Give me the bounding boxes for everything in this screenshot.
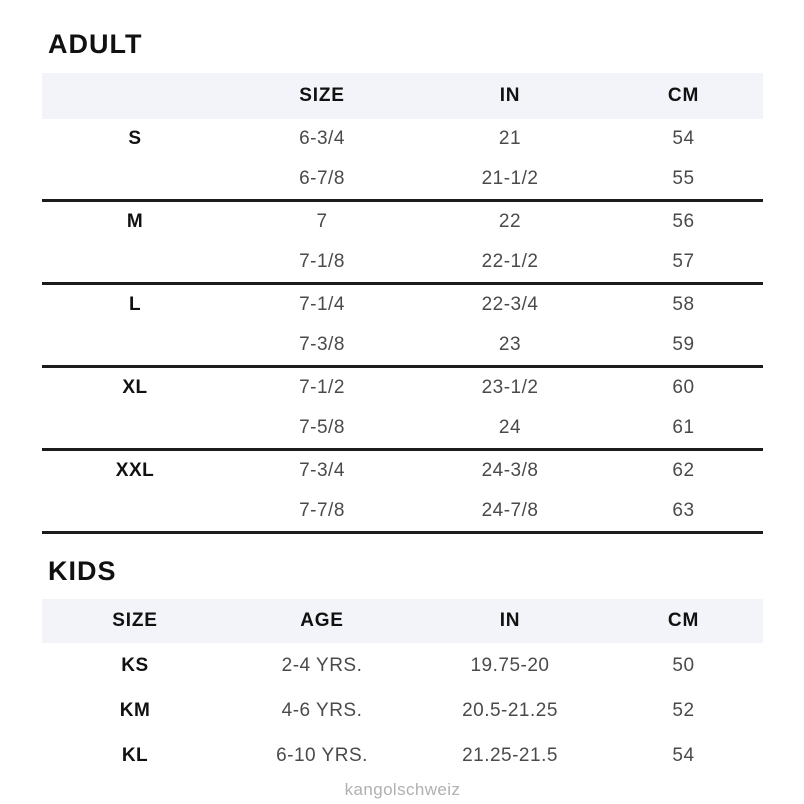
- table-row: [42, 368, 763, 408]
- size-label-cell: S: [128, 128, 142, 150]
- watermark-text: kangolschweiz: [344, 780, 461, 800]
- size-label-cell: [42, 325, 228, 365]
- hat-size-cell: 7-1/2: [299, 377, 345, 399]
- adult-size-group-s: [42, 119, 763, 202]
- size-label-cell: L: [128, 294, 142, 316]
- kids-header-age: AGE: [300, 610, 344, 632]
- hat-size-cell: 7-5/8: [299, 417, 345, 439]
- size-label-cell: XXL: [115, 460, 155, 482]
- table-row: [42, 688, 763, 733]
- table-row: [42, 733, 763, 778]
- inches-cell: 21: [498, 128, 522, 150]
- size-label-cell: [42, 159, 228, 199]
- inches-cell: 22-3/4: [481, 294, 539, 316]
- cm-cell: 52: [672, 700, 695, 722]
- size-label-cell: [42, 242, 228, 282]
- kids-header-in: IN: [499, 610, 521, 632]
- hat-size-cell: 7: [316, 211, 328, 233]
- size-label-cell: [42, 408, 228, 448]
- kids-section-title: KIDS: [48, 556, 117, 587]
- cm-cell: 50: [672, 655, 695, 677]
- hat-size-cell: 6-3/4: [299, 128, 345, 150]
- adult-size-group-l: [42, 285, 763, 368]
- table-row: [42, 159, 763, 199]
- kids-section: [42, 556, 763, 778]
- size-label-cell: XL: [122, 377, 148, 399]
- adult-header-empty: [42, 73, 228, 119]
- hat-size-cell: 7-1/4: [299, 294, 345, 316]
- cm-cell: 58: [672, 294, 695, 316]
- cm-cell: 62: [672, 460, 695, 482]
- table-row: [42, 242, 763, 282]
- hat-size-cell: 7-3/4: [299, 460, 345, 482]
- cm-cell: 54: [672, 128, 695, 150]
- table-row: [42, 325, 763, 365]
- inches-cell: 24-3/8: [481, 460, 539, 482]
- size-chart-page: [42, 0, 763, 801]
- cm-cell: 63: [672, 500, 695, 522]
- cm-cell: 61: [672, 417, 695, 439]
- cm-cell: 55: [672, 168, 695, 190]
- adult-size-group-m: [42, 202, 763, 285]
- table-row: [42, 285, 763, 325]
- cm-cell: 60: [672, 377, 695, 399]
- hat-size-cell: 7-7/8: [299, 500, 345, 522]
- cm-cell: 56: [672, 211, 695, 233]
- size-label-cell: [42, 491, 228, 531]
- hat-size-cell: 6-7/8: [299, 168, 345, 190]
- table-row: [42, 643, 763, 688]
- size-label-cell: KL: [121, 745, 149, 767]
- inches-cell: 22-1/2: [481, 251, 539, 273]
- adult-header-cm: CM: [667, 85, 700, 107]
- kids-header-size: SIZE: [112, 610, 158, 632]
- inches-cell: 23: [498, 334, 522, 356]
- kids-table-header-row: [42, 599, 763, 643]
- adult-size-group-xl: [42, 368, 763, 451]
- size-label-cell: KS: [121, 655, 149, 677]
- inches-cell: 24: [498, 417, 522, 439]
- inches-cell: 20.5-21.25: [462, 700, 558, 722]
- inches-cell: 24-7/8: [481, 500, 539, 522]
- inches-cell: 21.25-21.5: [462, 745, 558, 767]
- size-label-cell: M: [126, 211, 144, 233]
- age-cell: 6-10 YRS.: [276, 745, 368, 767]
- table-row: [42, 451, 763, 491]
- kids-header-cm: CM: [667, 610, 700, 632]
- age-cell: 4-6 YRS.: [281, 700, 363, 722]
- cm-cell: 59: [672, 334, 695, 356]
- adult-section: [42, 29, 763, 534]
- inches-cell: 22: [498, 211, 522, 233]
- table-row: [42, 202, 763, 242]
- inches-cell: 21-1/2: [481, 168, 539, 190]
- adult-table-header-row: [42, 73, 763, 119]
- cm-cell: 54: [672, 745, 695, 767]
- adult-section-title: ADULT: [48, 29, 143, 59]
- hat-size-cell: 7-1/8: [299, 251, 345, 273]
- size-label-cell: KM: [119, 700, 151, 722]
- cm-cell: 57: [672, 251, 695, 273]
- adult-size-table: [42, 73, 763, 534]
- inches-cell: 23-1/2: [481, 377, 539, 399]
- table-row: [42, 408, 763, 448]
- adult-size-group-xxl: [42, 451, 763, 534]
- adult-header-size: SIZE: [299, 85, 345, 107]
- hat-size-cell: 7-3/8: [299, 334, 345, 356]
- adult-header-in: IN: [499, 85, 521, 107]
- age-cell: 2-4 YRS.: [281, 655, 363, 677]
- table-row: [42, 119, 763, 159]
- table-row: [42, 491, 763, 531]
- kids-size-table: [42, 599, 763, 778]
- inches-cell: 19.75-20: [470, 655, 550, 677]
